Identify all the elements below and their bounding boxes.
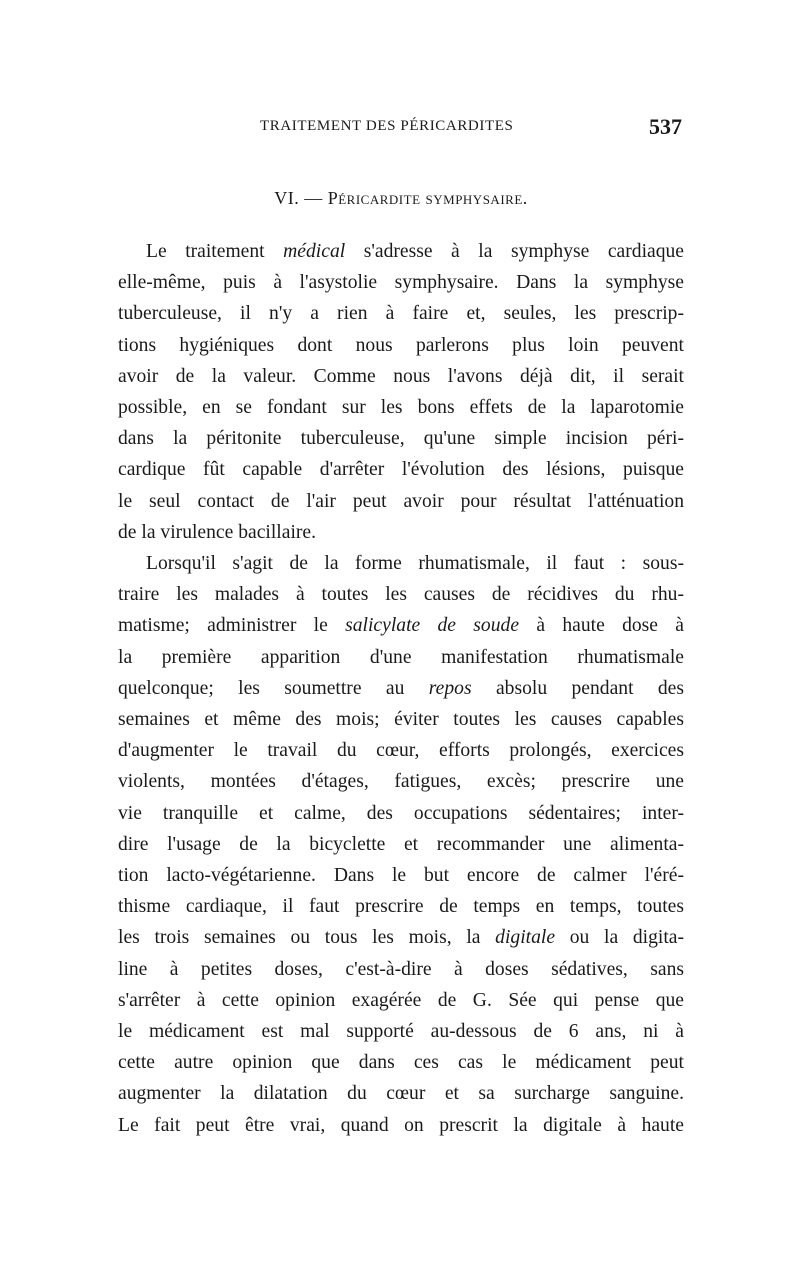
text-line: semaines et même des mois; éviter toutes les causes capables [118,709,684,731]
text-line: de la virulence bacillaire. [118,521,317,543]
text-span: les trois semaines ou tous les mois, la [118,927,496,949]
text-line: dire l'usage de la bicyclette et recommander une alimenta- [118,833,684,855]
text-line: le seul contact de l'air peut avoir pour résultat l'atténuation [118,490,684,512]
text-line: avoir de la valeur. Comme nous l'avons déjà dit, il serait [118,365,684,387]
paragraph-symphysis [118,236,684,548]
text-line [118,236,684,267]
paragraph-rheumatic [118,548,684,1141]
text-span: s'adresse à la symphyse cardiaque [345,241,685,262]
text-span: Le traitement [146,241,284,262]
section-title: Péricardite symphysaire. [327,188,528,208]
text-span: ou la digita- [555,927,684,949]
text-line: d'augmenter le travail du cœur, efforts prolongés, exercices [118,740,684,762]
text-span: quelconque; les soumettre au [118,677,429,699]
text-span: matisme; administrer le [118,615,346,637]
text-line: elle-même, puis à l'asystolie symphysaire. Dans la symphyse [118,272,684,294]
text-line: cette autre opinion que dans ces cas le médicament peut [118,1052,684,1074]
text-line: s'arrêter à cette opinion exagérée de G. Sée qui pense que [118,989,684,1011]
text-line: dans la péritonite tuberculeuse, qu'une simple incision péri- [118,428,684,450]
text-line: le médicament est mal supporté au-dessous de 6 ans, ni à [118,1021,684,1043]
running-title: TRAITEMENT DES PÉRICARDITES [260,118,514,134]
text-line [118,610,684,641]
emphasis-text: médical [283,241,346,262]
emphasis-text: salicylate de soude [345,615,520,637]
text-line: la première apparition d'une manifestation rhumatismale [118,646,684,668]
text-line [118,922,684,953]
text-line: augmenter la dilatation du cœur et sa surcharge sanguine. [118,1083,684,1105]
text-line: violents, montées d'étages, fatigues, excès; prescrire une [118,771,684,793]
text-span: absolu pendant des [471,677,684,699]
section-heading [118,188,684,209]
text-line: Le fait peut être vrai, quand on prescrit la digitale à haute [118,1114,684,1136]
text-line: line à petites doses, c'est-à-dire à doses sédatives, sans [118,958,684,980]
text-line: Lorsqu'il s'agit de la forme rhumatismale, il faut : sous- [146,553,684,575]
text-line: tions hygiéniques dont nous parlerons plus loin peuvent [118,334,684,356]
text-line: thisme cardiaque, il faut prescrire de temps en temps, toutes [118,896,684,918]
text-line: tuberculeuse, il n'y a rien à faire et, seules, les prescrip- [118,303,684,325]
page-number: 537 [649,114,682,139]
text-line: possible, en se fondant sur les bons effets de la laparotomie [118,397,684,419]
text-line: traire les malades à toutes les causes de récidives du rhu- [118,584,684,606]
emphasis-text: repos [428,677,472,699]
section-number: VI. [274,188,300,208]
text-line [118,673,684,704]
text-line: cardique fût capable d'arrêter l'évolution des lésions, puisque [118,459,684,481]
text-span: à haute dose à [519,615,684,637]
section-dash: — [304,188,323,208]
running-header [118,114,684,144]
text-line: tion lacto-végétarienne. Dans le but encore de calmer l'éré- [118,865,684,887]
text-line: vie tranquille et calme, des occupations sédentaires; inter- [118,802,684,824]
emphasis-text: digitale [495,927,556,949]
body-text [118,236,684,1141]
